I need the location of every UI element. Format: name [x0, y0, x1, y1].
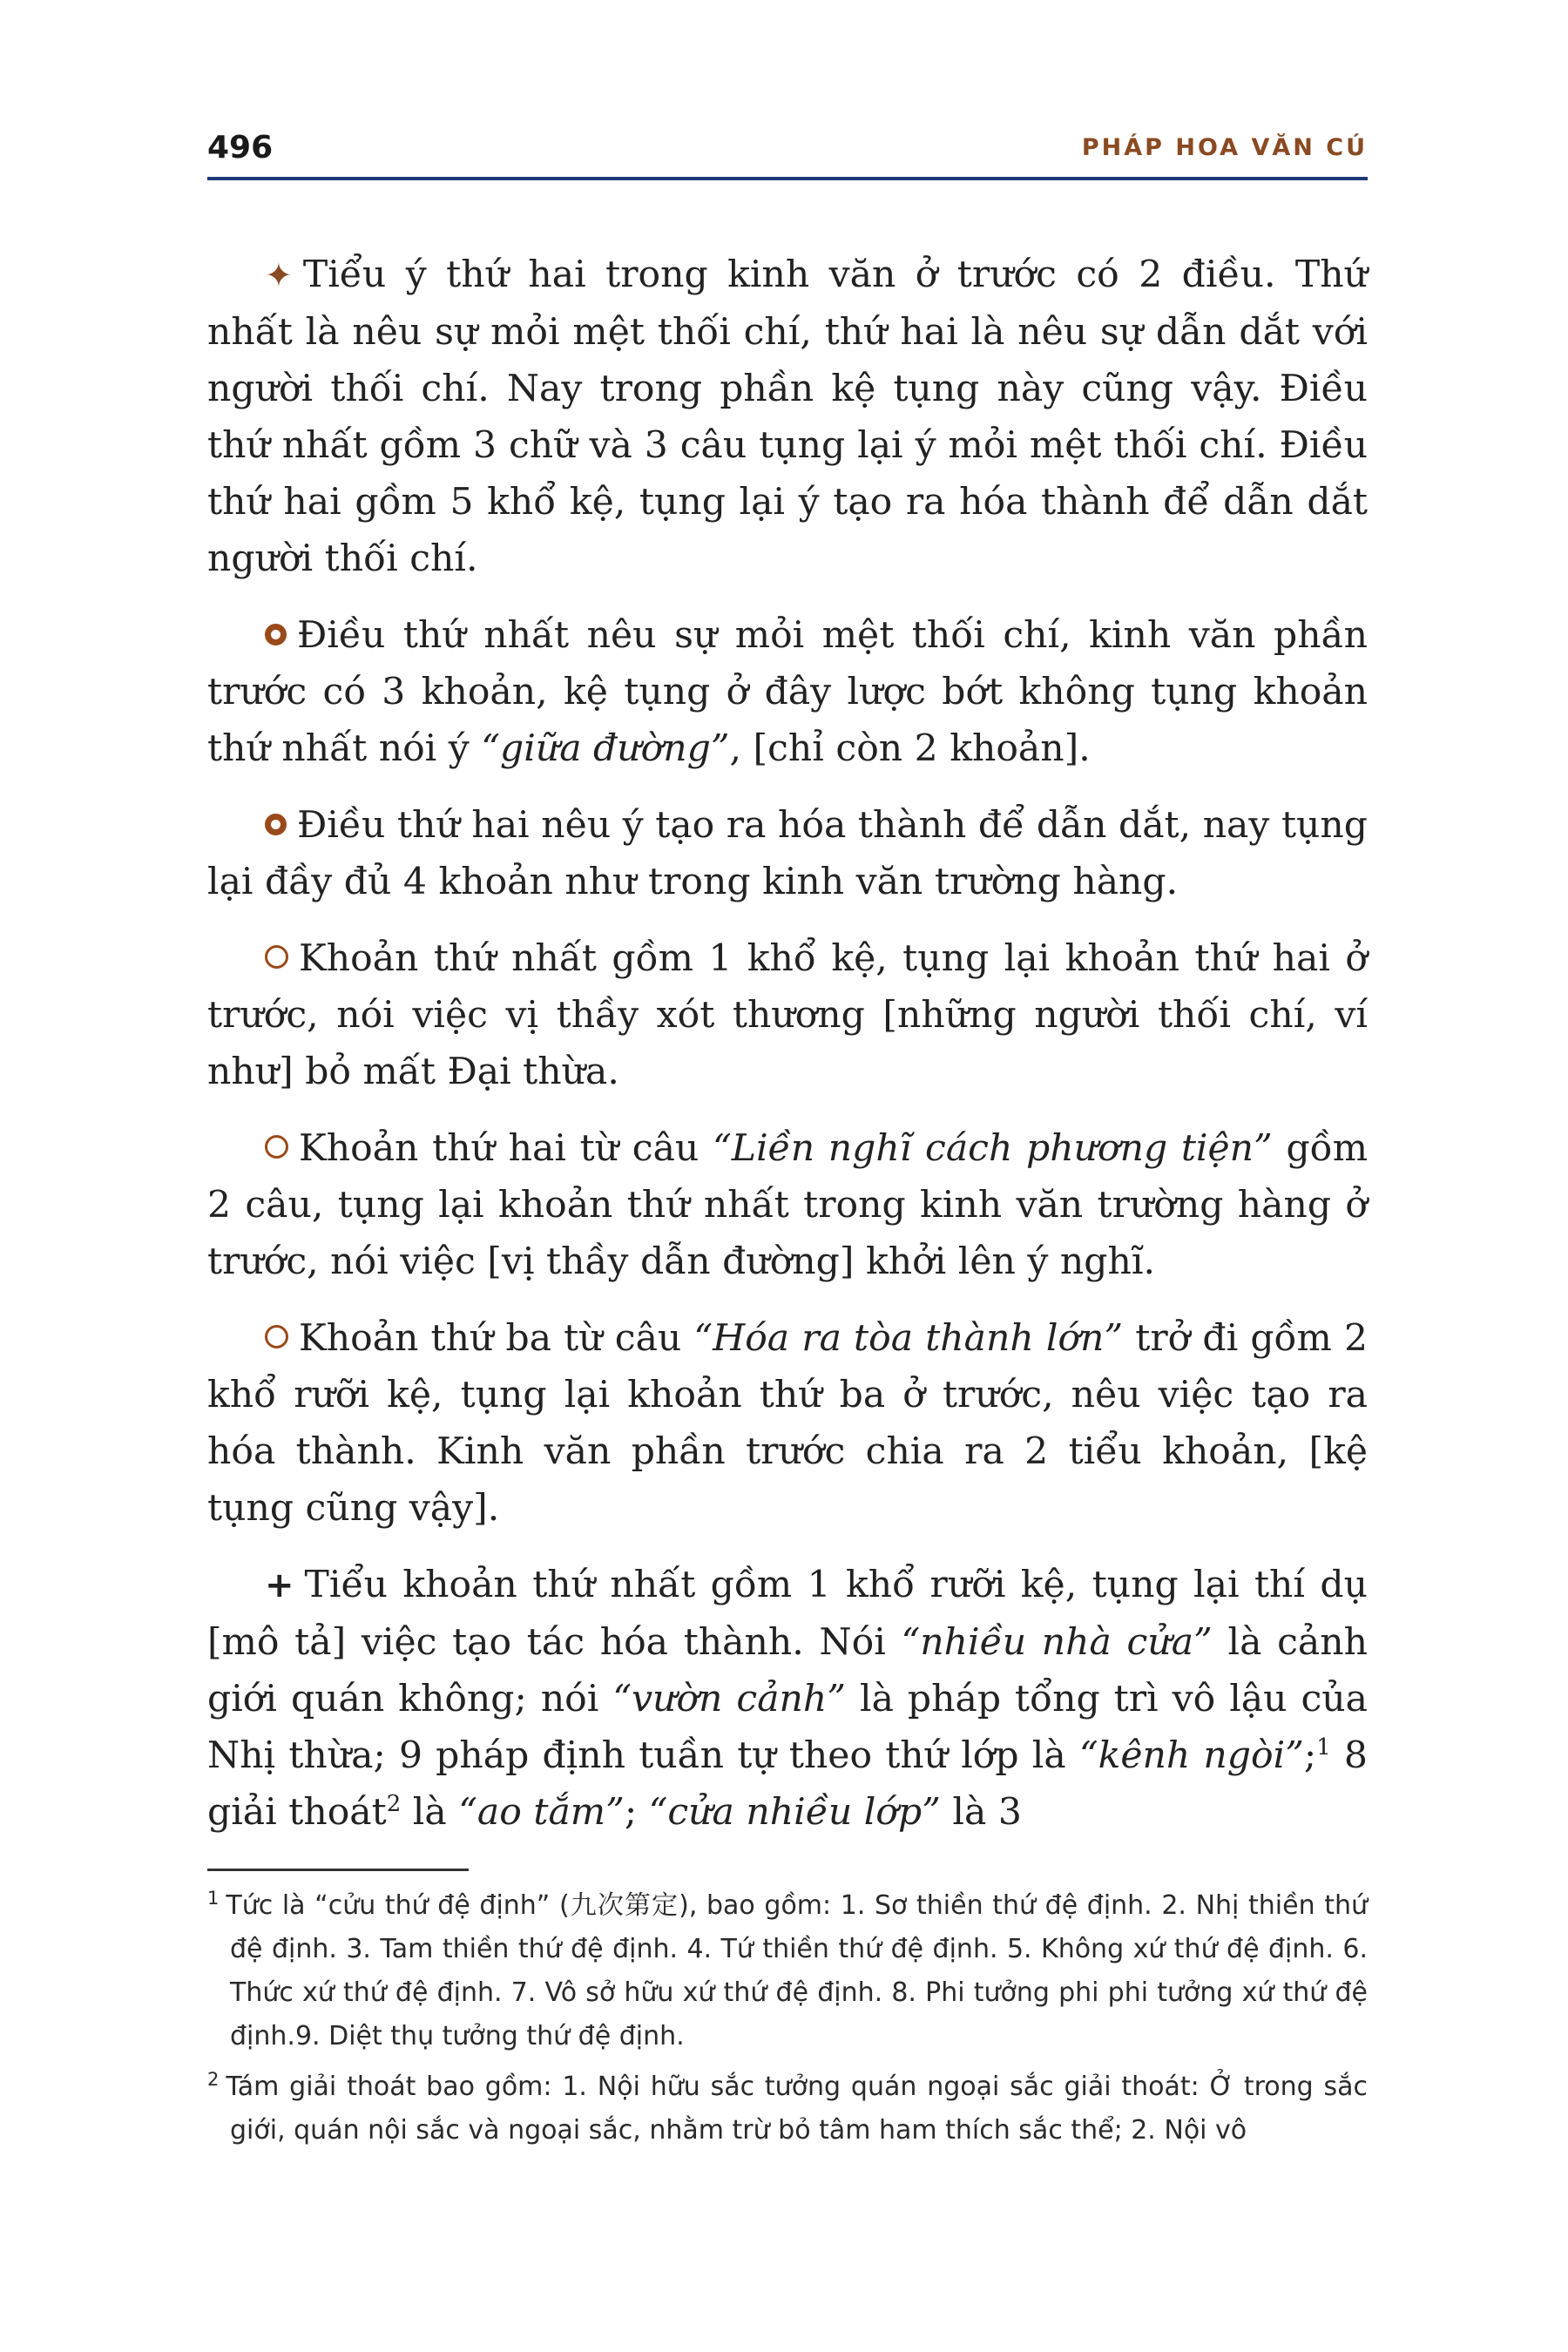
quoted-term: “nhiều nhà cửa” [901, 1621, 1213, 1664]
paragraph-text: Điều thứ nhất nêu sự mỏi mệt thối chí, kinh văn phần trước có 3 khoản, kệ tụng ở đây lược bớt không tụng khoản thứ nhất nói ý [207, 614, 1368, 770]
paragraph-3 [207, 797, 1368, 910]
running-title: PHÁP HOA VĂN CÚ [1081, 134, 1368, 161]
footnote-1 [207, 1884, 1368, 2058]
paragraph-text: gồm 2 câu, tụng lại khoản thứ nhất trong kinh văn trường hàng ở trước, nói việc [vị thầy dẫn đường] khởi lên ý nghĩ. [207, 1127, 1368, 1283]
page-header [207, 122, 1368, 174]
ring-bullet-icon [265, 1135, 288, 1159]
paragraph-text: ; [1303, 1734, 1317, 1777]
ring-bullet-icon [265, 1325, 288, 1348]
footnotes [207, 1884, 1368, 2159]
footnote-text: Tám giải thoát bao gồm: 1. Nội hữu sắc tưởng quán ngoại sắc giải thoát: Ở trong sắc giới, quán nội sắc và ngoại sắc, nhằm trừ bỏ tâm ham thích sắc thể; 2. Nội vô [226, 2072, 1368, 2146]
quoted-term: “cửa nhiều lớp” [648, 1791, 941, 1834]
footnote-ref-1[interactable]: 1 [1316, 1734, 1331, 1761]
filled-circle-bullet-icon [265, 624, 287, 645]
paragraph-text: Tiểu ý thứ hai trong kinh văn ở trước có 2 điều. Thứ nhất là nêu sự mỏi mệt thối chí, thứ hai là nêu sự dẫn dắt với người thối chí. Nay trong phần kệ tụng này cũng vậy. Điều thứ nhất gồm 3 chữ và 3 câu tụng lại ý mỏi mệt thối chí. Điều thứ hai gồm 5 khổ kệ, tụng lại ý tạo ra hóa thành để dẫn dắt người thối chí. [207, 253, 1368, 580]
paragraph-text: Khoản thứ ba từ câu [299, 1317, 694, 1360]
paragraph-text: 8 giải thoát [207, 1734, 1368, 1834]
quoted-term: “kênh ngòi” [1078, 1734, 1304, 1777]
quoted-term: “ao tắm” [458, 1791, 625, 1834]
paragraph-text: là cảnh giới quán không; nói [207, 1621, 1368, 1720]
ring-bullet-icon [265, 945, 288, 969]
paragraph-6 [207, 1310, 1368, 1537]
header-rule [207, 177, 1368, 180]
paragraph-text: là pháp tổng trì vô lậu của Nhị thừa; 9 pháp định tuần tự theo thứ lớp là [207, 1678, 1368, 1777]
filled-circle-bullet-icon [265, 814, 287, 835]
page-number: 496 [207, 130, 274, 166]
quoted-term: “vườn cảnh” [612, 1678, 847, 1720]
paragraph-text: là 3 [940, 1791, 1022, 1834]
paragraph-text: ; [624, 1791, 649, 1834]
footnote-number: 1 [207, 1888, 220, 1909]
paragraph-1 [207, 247, 1368, 587]
footnote-number: 2 [207, 2069, 220, 2090]
star-bullet-icon: ✦ [265, 256, 293, 294]
footnote-ref-2[interactable]: 2 [386, 1790, 402, 1817]
paragraph-text: Khoản thứ nhất gồm 1 khổ kệ, tụng lại khoản thứ hai ở trước, nói việc vị thầy xót thương [những người thối chí, ví như] bỏ mất Đại thừa. [207, 937, 1368, 1093]
paragraph-text: Điều thứ hai nêu ý tạo ra hóa thành để dẫn dắt, nay tụng lại đầy đủ 4 khoản như trong kinh văn trường hàng. [207, 804, 1368, 903]
paragraph-text: , [chỉ còn 2 khoản]. [729, 727, 1091, 770]
quoted-term: “Liền nghĩ cách phương tiện” [713, 1127, 1273, 1170]
paragraph-4 [207, 930, 1368, 1100]
paragraph-text: trở đi gồm 2 khổ rưỡi kệ, tụng lại khoản thứ ba ở trước, nêu việc tạo ra hóa thành. Kinh văn phần trước chia ra 2 tiểu khoản, [kệ tụng cũng vậy]. [207, 1317, 1368, 1530]
paragraph-5 [207, 1120, 1368, 1290]
paragraph-7 [207, 1557, 1368, 1841]
quoted-term: “giữa đường” [481, 727, 730, 770]
paragraph-text: Tiểu khoản thứ nhất gồm 1 khổ rưỡi kệ, tụng lại thí dụ [mô tả] việc tạo tác hóa thành. Nói [207, 1564, 1368, 1664]
paragraph-text: là [401, 1791, 459, 1834]
footnote-rule [207, 1869, 469, 1871]
quoted-term: “Hóa ra tòa thành lớn” [693, 1317, 1124, 1360]
footnote-text: Tức là “cửu thứ đệ định” (九次第定), bao gồm: 1. Sơ thiền thứ đệ định. 2. Nhị thiền thứ đệ định. 3. Tam thiền thứ đệ định. 4. Tứ thiền thứ đệ định. 5. Không xứ thứ đệ định. 6. Thức xứ thứ đệ định. 7. Vô sở hữu xứ thứ đệ định. 8. Phi tưởng phi phi tưởng xứ thứ đệ định.9. Diệt thụ tưởng thứ đệ định. [226, 1890, 1368, 2051]
paragraph-text: Khoản thứ hai từ câu [299, 1127, 713, 1170]
plus-bullet-icon: + [265, 1565, 294, 1605]
body-text [207, 247, 1368, 1841]
footnote-2 [207, 2065, 1368, 2153]
paragraph-2 [207, 607, 1368, 777]
